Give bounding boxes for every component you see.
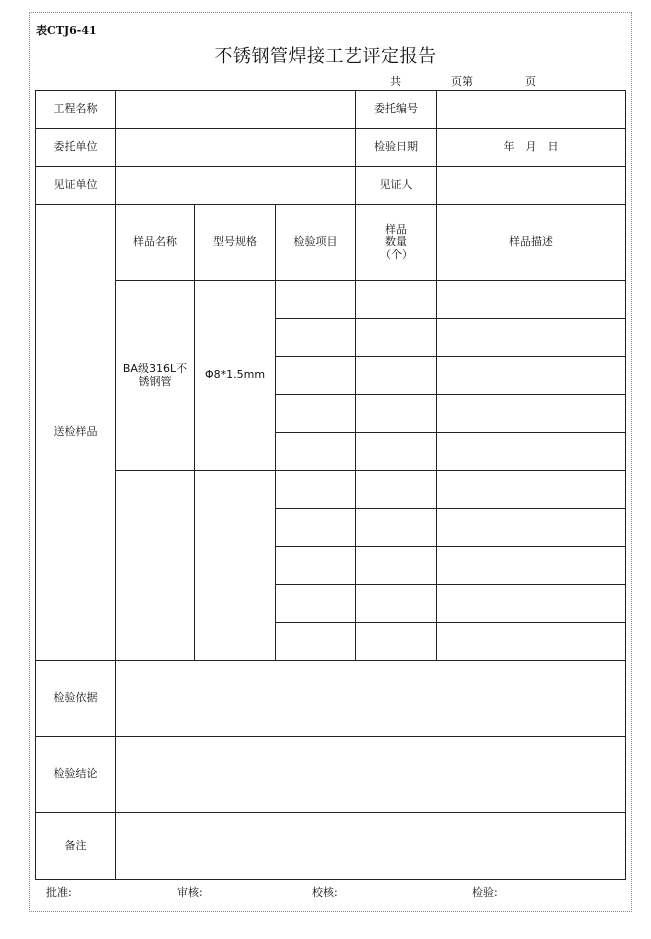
witness-label: 见证人 <box>356 167 437 205</box>
sample-qty-cell[interactable] <box>356 357 437 395</box>
test-item-header: 检验项目 <box>276 205 356 281</box>
page-of-label: 页第 <box>451 75 473 88</box>
sample-desc-cell[interactable] <box>437 281 626 319</box>
samples-label: 送检样品 <box>36 205 116 661</box>
page-total-label: 共 <box>390 75 401 88</box>
sample-1-name[interactable]: BA级316L不锈钢管 <box>116 281 195 471</box>
client-unit-label: 委托单位 <box>36 129 116 167</box>
sample-qty-cell[interactable] <box>356 547 437 585</box>
client-unit-field[interactable] <box>116 129 356 167</box>
sample-desc-cell[interactable] <box>437 509 626 547</box>
basis-field[interactable] <box>116 661 626 737</box>
sample-desc-cell[interactable] <box>437 471 626 509</box>
test-item-cell[interactable] <box>276 471 356 509</box>
sample-qty-cell[interactable] <box>356 281 437 319</box>
test-item-cell[interactable] <box>276 509 356 547</box>
commission-no-label: 委托编号 <box>356 91 437 129</box>
sample-qty-header: 样品数量（个） <box>356 205 437 281</box>
sample-2-spec[interactable] <box>195 471 276 661</box>
approve-label: 批准: <box>46 886 72 899</box>
sample-desc-cell[interactable] <box>437 395 626 433</box>
test-item-cell[interactable] <box>276 623 356 661</box>
sample-name-header: 样品名称 <box>116 205 195 281</box>
sample-desc-cell[interactable] <box>437 357 626 395</box>
test-item-cell[interactable] <box>276 433 356 471</box>
test-item-cell[interactable] <box>276 395 356 433</box>
sample-qty-cell[interactable] <box>356 623 437 661</box>
test-item-cell[interactable] <box>276 357 356 395</box>
sample-qty-cell[interactable] <box>356 395 437 433</box>
test-date-field[interactable]: 年 月 日 <box>437 129 626 167</box>
remarks-label: 备注 <box>36 813 116 880</box>
review-label: 审核: <box>177 886 203 899</box>
witness-unit-label: 见证单位 <box>36 167 116 205</box>
form-code: 表CTJ6-41 <box>36 24 97 37</box>
conclusion-field[interactable] <box>116 737 626 813</box>
sample-desc-header: 样品描述 <box>437 205 626 281</box>
remarks-field[interactable] <box>116 813 626 880</box>
sample-desc-cell[interactable] <box>437 547 626 585</box>
commission-no-field[interactable] <box>437 91 626 129</box>
witness-unit-field[interactable] <box>116 167 356 205</box>
sample-spec-header: 型号规格 <box>195 205 276 281</box>
sample-qty-cell[interactable] <box>356 471 437 509</box>
project-name-field[interactable] <box>116 91 356 129</box>
test-item-cell[interactable] <box>276 281 356 319</box>
sample-1-spec[interactable]: Φ8*1.5mm <box>195 281 276 471</box>
sample-desc-cell[interactable] <box>437 623 626 661</box>
sample-qty-cell[interactable] <box>356 585 437 623</box>
check-label: 校核: <box>312 886 338 899</box>
test-item-cell[interactable] <box>276 547 356 585</box>
witness-field[interactable] <box>437 167 626 205</box>
conclusion-label: 检验结论 <box>36 737 116 813</box>
project-name-label: 工程名称 <box>36 91 116 129</box>
sample-qty-cell[interactable] <box>356 433 437 471</box>
sample-2-name[interactable] <box>116 471 195 661</box>
inspect-label: 检验: <box>472 886 498 899</box>
sample-desc-cell[interactable] <box>437 433 626 471</box>
page-label: 页 <box>525 75 536 88</box>
document-title: 不锈钢管焊接工艺评定报告 <box>214 46 437 67</box>
test-date-label: 检验日期 <box>356 129 437 167</box>
sample-desc-cell[interactable] <box>437 319 626 357</box>
report-table <box>35 90 626 880</box>
test-item-cell[interactable] <box>276 585 356 623</box>
basis-label: 检验依据 <box>36 661 116 737</box>
sample-qty-cell[interactable] <box>356 509 437 547</box>
test-item-cell[interactable] <box>276 319 356 357</box>
sample-qty-cell[interactable] <box>356 319 437 357</box>
sample-desc-cell[interactable] <box>437 585 626 623</box>
